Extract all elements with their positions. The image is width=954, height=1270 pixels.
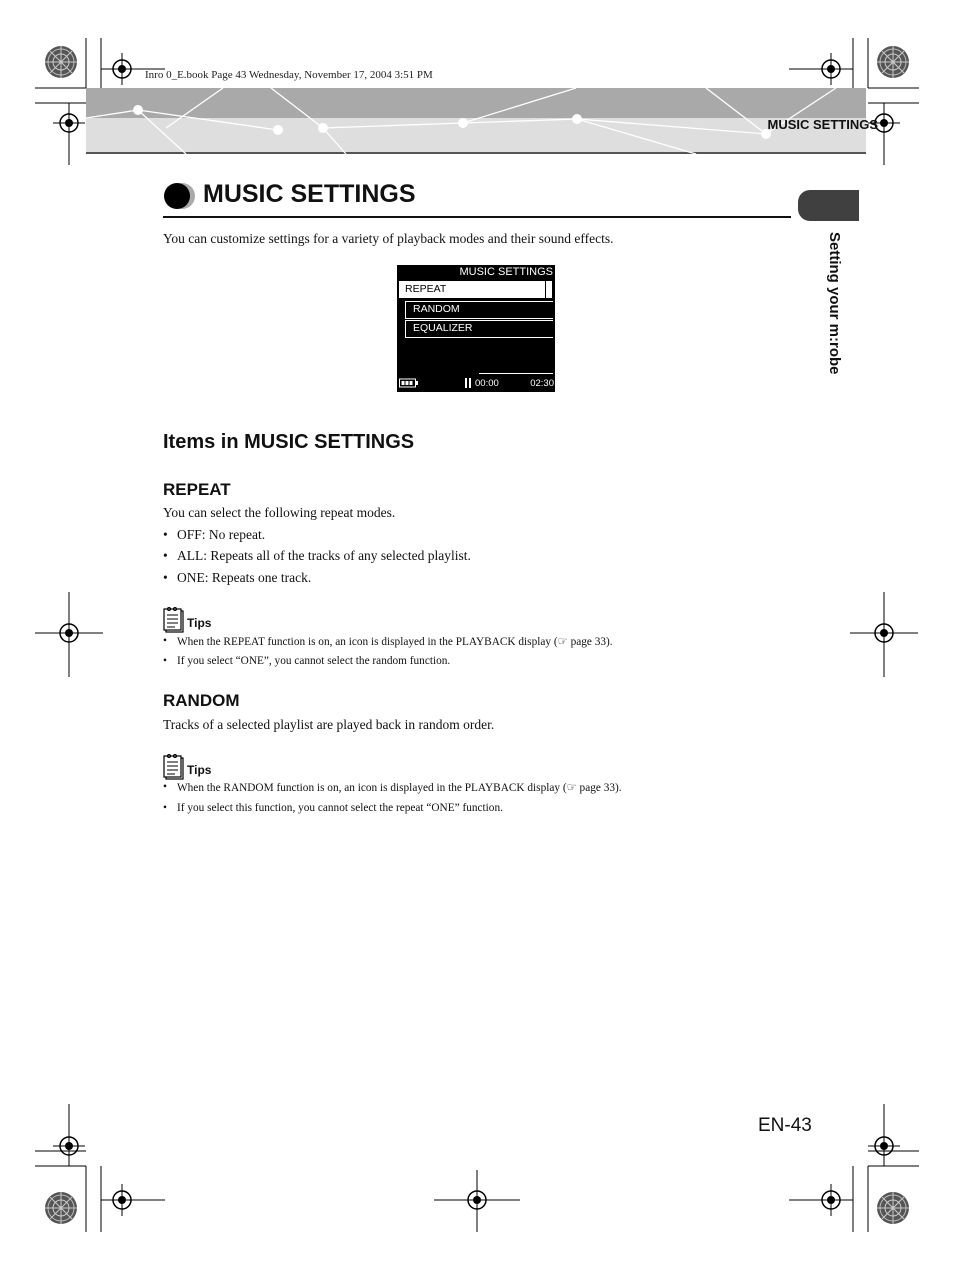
battery-icon: [399, 378, 419, 388]
time-total: 02:30: [530, 378, 554, 389]
random-text: Tracks of a selected playlist are played back in random order.: [163, 717, 495, 732]
header-network-graphic: [86, 88, 866, 154]
title-bullet-icon: [163, 181, 195, 211]
screen-menu-item: EQUALIZER: [405, 320, 553, 338]
random-heading: RANDOM: [163, 691, 240, 710]
device-screen-illustration: [397, 265, 555, 392]
items-heading: Items in MUSIC SETTINGS: [163, 431, 415, 453]
page-title: MUSIC SETTINGS: [203, 180, 416, 208]
tips-label: Tips: [187, 616, 212, 630]
repeat-text: You can select the following repeat modes.: [163, 505, 396, 520]
page-title-block: [163, 178, 791, 218]
time-elapsed: 00:00: [475, 378, 499, 389]
print-info-line: Inro 0_E.book Page 43 Wednesday, November 17, 2004 3:51 PM: [145, 69, 433, 81]
repeat-heading: REPEAT: [163, 480, 231, 499]
tips-label: Tips: [187, 763, 212, 777]
chapter-tab-label: Setting your m:robe: [826, 232, 843, 375]
page-number: EN-43: [758, 1115, 812, 1136]
tips-notepad-icon: [163, 606, 185, 634]
header-band: [86, 88, 866, 154]
screen-menu-item: RANDOM: [405, 301, 553, 319]
screen-scrollbar: [546, 281, 552, 298]
intro-text: You can customize settings for a variety of playback modes and their sound effects.: [163, 231, 614, 246]
screen-selected-item: REPEAT: [399, 281, 545, 298]
header-section-label: MUSIC SETTINGS: [767, 117, 878, 132]
chapter-tab: [798, 190, 859, 221]
progress-track: [479, 373, 553, 374]
tips-notepad-icon: [163, 753, 185, 781]
screen-title: MUSIC SETTINGS: [459, 266, 553, 278]
pause-icon-bar: [469, 378, 471, 388]
pause-icon-bar: [465, 378, 467, 388]
